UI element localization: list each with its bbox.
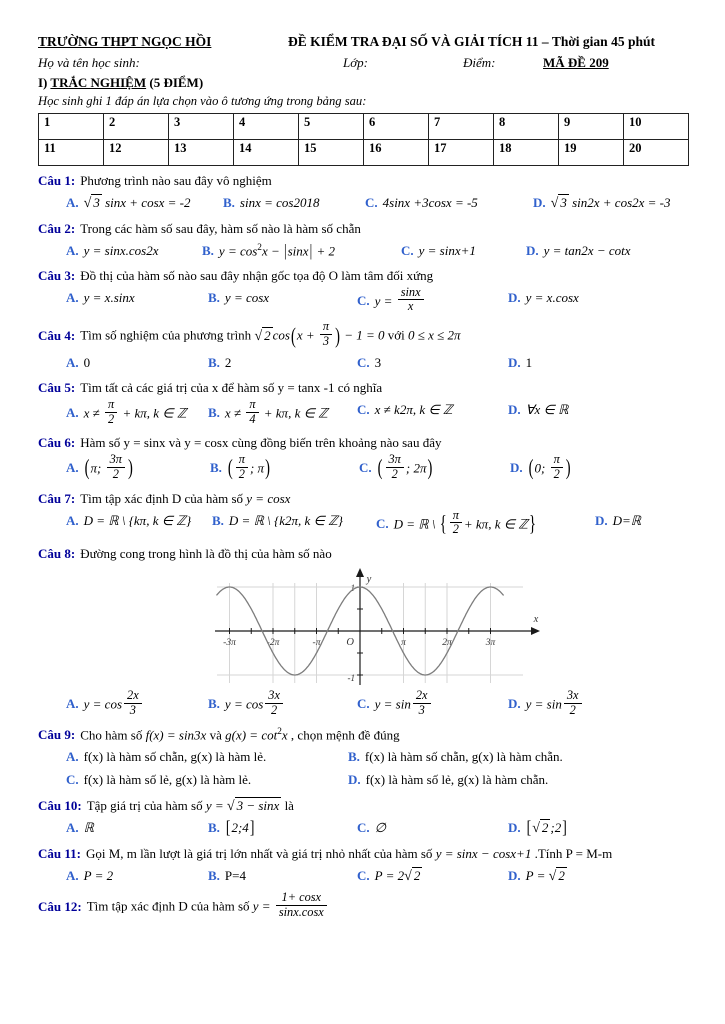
svg-text:1: 1 bbox=[350, 583, 355, 594]
option-letter: A. bbox=[66, 354, 79, 370]
question-text-line: Câu 9: Cho hàm số f(x) = sin3x và $g(x) = \cot^2x$ , chọn mệnh đề đúng bbox=[38, 726, 400, 743]
answer-option: D. [√ 2 ;2] bbox=[508, 817, 567, 838]
question-number: Câu 6: bbox=[38, 435, 76, 451]
answer-option: C. x ≠ k2π, k ∈ ℤ bbox=[357, 401, 453, 417]
question-text-line: Câu 4: Tìm số nghiệm của phương trình √ 2 cos(x + $\frac{\pi}{3}$ ) − 1 = 0 với 0 ≤ x ≤ 2π bbox=[38, 319, 461, 349]
option-letter: A. bbox=[66, 404, 79, 420]
option-letter: D. bbox=[508, 868, 521, 884]
answer-cell: 19 bbox=[559, 140, 624, 166]
answer-option: D. y = x.cosx bbox=[508, 289, 579, 305]
option-letter: A. bbox=[66, 289, 79, 305]
function-graph-svg bbox=[215, 567, 547, 689]
student-info-row bbox=[38, 55, 689, 71]
class-label: Lớp: bbox=[343, 55, 368, 70]
option-letter: D. bbox=[348, 771, 361, 787]
option-letter: D. bbox=[508, 289, 521, 305]
option-letter: C. bbox=[66, 771, 79, 787]
answer-option: C. P = 2√ 2 bbox=[357, 868, 421, 885]
answer-cell: 8 bbox=[494, 114, 559, 140]
options-row bbox=[38, 866, 689, 887]
question bbox=[38, 319, 689, 373]
option-letter: C. bbox=[357, 868, 370, 884]
answer-option: A. y = cos $\frac{2x}{3}$ bbox=[66, 691, 208, 720]
svg-text:π: π bbox=[401, 638, 406, 649]
answer-option: B. P=4 bbox=[208, 868, 246, 884]
answer-option: C. y = sinx+1 bbox=[401, 242, 476, 258]
option-letter: B. bbox=[208, 404, 220, 420]
answer-option: D. P = √ 2 bbox=[508, 868, 565, 885]
section-title bbox=[38, 75, 689, 91]
section-prefix: I) bbox=[38, 75, 51, 90]
answer-cell: 10 bbox=[624, 114, 689, 140]
question-text-line: Câu 7: Tìm tập xác định D của hàm số y = cosx bbox=[38, 490, 291, 506]
option-letter: D. bbox=[595, 512, 608, 528]
answer-option: C. f(x) là hàm số lẻ, g(x) là hàm lẻ. bbox=[66, 771, 252, 787]
question bbox=[38, 845, 689, 887]
option-letter: B. bbox=[212, 512, 224, 528]
section-suffix: (5 ĐIỂM) bbox=[146, 75, 204, 90]
answer-option: A. P = 2 bbox=[66, 868, 114, 884]
fraction: $\frac{3x}{2}$ bbox=[265, 689, 283, 718]
options-row bbox=[38, 284, 689, 317]
square-root: √ 3 bbox=[550, 194, 567, 211]
answer-table bbox=[38, 113, 689, 166]
option-letter: A. bbox=[66, 868, 79, 884]
fraction: $\frac{\pi}{2}$ bbox=[236, 453, 248, 482]
answer-option: D. D=ℝ bbox=[595, 512, 642, 528]
fraction: $\frac{3\pi}{2}$ bbox=[107, 453, 125, 482]
question-number: Câu 12: bbox=[38, 898, 82, 914]
option-letter: C. bbox=[401, 242, 414, 258]
option-letter: B. bbox=[208, 868, 220, 884]
option-letter: A. bbox=[66, 194, 79, 210]
option-letter: B. bbox=[202, 243, 214, 259]
options-row bbox=[38, 747, 689, 790]
answer-option: C. y = sin $\frac{2x}{3}$ bbox=[357, 691, 508, 720]
options-row bbox=[38, 452, 689, 484]
option-letter: A. bbox=[66, 242, 79, 258]
svg-text:y: y bbox=[366, 574, 372, 586]
fraction: $\frac{3\pi}{2}$ bbox=[386, 453, 404, 482]
question-number: Câu 9: bbox=[38, 727, 76, 743]
answer-option: B. ( $\frac{\pi}{2}$ ; π) bbox=[210, 452, 270, 482]
answer-cell: 4 bbox=[234, 114, 299, 140]
answer-option: B. y = cos $\frac{3x}{2}$ bbox=[208, 691, 357, 720]
answer-cell: 12 bbox=[104, 140, 169, 166]
answer-cell: 11 bbox=[39, 140, 104, 166]
answer-option: B. sinx = cos2018 bbox=[223, 194, 320, 210]
square-root: √ 2 bbox=[548, 868, 565, 885]
answer-cell: 9 bbox=[559, 114, 624, 140]
question bbox=[38, 267, 689, 316]
instruction-note: Học sinh ghi 1 đáp án lựa chọn vào ô tương ứng trong bảng sau: bbox=[38, 94, 367, 108]
question bbox=[38, 434, 689, 483]
option-letter: C. bbox=[357, 696, 370, 712]
exam-title: ĐỀ KIỂM TRA ĐẠI SỐ VÀ GIẢI TÍCH 11 – Thời gian 45 phút bbox=[288, 34, 655, 49]
answer-option: B. [2;4] bbox=[208, 817, 255, 838]
fraction: $\frac{\pi}{4}$ bbox=[246, 398, 258, 427]
answer-cell: 15 bbox=[299, 140, 364, 166]
question bbox=[38, 490, 689, 539]
question-text-line: Câu 1: Phương trình nào sau đây vô nghiệm bbox=[38, 173, 272, 188]
option-letter: B. bbox=[208, 354, 220, 370]
question bbox=[38, 796, 689, 839]
question bbox=[38, 890, 689, 922]
fraction: $\frac{2x}{3}$ bbox=[124, 689, 142, 718]
answer-option: C. ( $\frac{3\pi}{2}$ ; 2π) bbox=[359, 452, 433, 482]
question-number: Câu 8: bbox=[38, 546, 76, 562]
answer-option: A. (π; $\frac{3\pi}{2}$ ) bbox=[66, 452, 133, 482]
svg-text:-3π: -3π bbox=[223, 638, 236, 649]
answer-option: B. f(x) là hàm số chẵn, g(x) là hàm chẵn. bbox=[348, 748, 563, 764]
question bbox=[38, 379, 689, 428]
answer-option: D. √ 3 sin2x + cos2x = -3 bbox=[533, 194, 671, 211]
square-root: √ 3 − sinx bbox=[226, 797, 280, 814]
answer-option: D. y = sin $\frac{3x}{2}$ bbox=[508, 691, 689, 720]
school-name: TRƯỜNG THPT NGỌC HỒI bbox=[38, 34, 212, 49]
question-number: Câu 7: bbox=[38, 490, 76, 506]
option-letter: C. bbox=[357, 820, 370, 836]
fraction: $\frac{\pi}{2}$ bbox=[450, 509, 462, 538]
option-letter: D. bbox=[526, 242, 539, 258]
question bbox=[38, 220, 689, 261]
question bbox=[38, 726, 689, 790]
fraction: $\frac{1+ \cos x}{\sin x.\cos x}$ bbox=[276, 891, 327, 920]
options-row bbox=[38, 688, 689, 720]
question-text-line: Câu 8: Đường cong trong hình là đồ thị của hàm số nào bbox=[38, 546, 332, 562]
question-number: Câu 11: bbox=[38, 846, 81, 862]
options-row bbox=[38, 193, 689, 214]
answer-option: C. y = $\frac{\sin x}{x}$ bbox=[357, 288, 508, 317]
questions-list bbox=[38, 172, 689, 922]
section-name: TRẮC NGHIỆM bbox=[50, 75, 147, 90]
question-number: Câu 3: bbox=[38, 267, 76, 283]
options-row bbox=[38, 507, 689, 540]
fraction: $\frac{2x}{3}$ bbox=[413, 689, 431, 718]
answer-option: A. √ 3 sinx + cosx = -2 bbox=[66, 194, 191, 211]
option-letter: D. bbox=[508, 401, 521, 417]
question-number: Câu 1: bbox=[38, 173, 76, 188]
question-text-line: Câu 6: Hàm số y = sinx và y = cosx cùng đồng biến trên khoảng nào sau đây bbox=[38, 435, 442, 451]
answer-cell: 18 bbox=[494, 140, 559, 166]
question-text-line: Câu 5: Tìm tất cả các giá trị của x để hàm số y = tanx -1 có nghĩa bbox=[38, 379, 383, 395]
answer-option: C. 3 bbox=[357, 354, 382, 370]
answer-option: A. ℝ bbox=[66, 820, 94, 836]
option-letter: A. bbox=[66, 512, 79, 528]
option-letter: C. bbox=[365, 194, 378, 210]
option-letter: A. bbox=[66, 748, 79, 764]
answer-cell: 2 bbox=[104, 114, 169, 140]
answer-option: D. f(x) là hàm số lẻ, g(x) là hàm chẵn. bbox=[348, 771, 549, 787]
fraction: $\frac{\sin x}{x}$ bbox=[398, 286, 424, 315]
option-letter: B. bbox=[210, 460, 222, 476]
option-letter: D. bbox=[510, 460, 523, 476]
option-letter: C. bbox=[359, 460, 372, 476]
question-text-line: Câu 10: Tập giá trị của hàm số y = √ 3 − sinx là bbox=[38, 797, 294, 814]
option-letter: B. bbox=[208, 289, 220, 305]
option-letter: D. bbox=[533, 194, 546, 210]
answer-cell: 13 bbox=[169, 140, 234, 166]
option-letter: B. bbox=[208, 820, 220, 836]
question-number: Câu 4: bbox=[38, 327, 76, 343]
question-text-line: Câu 11: Gọi M, m lần lượt là giá trị lớn nhất và giá trị nhỏ nhất của hàm số y = sinx − cosx+1 .Tính P = M-m bbox=[38, 846, 613, 862]
question-text-line: Câu 3: Đồ thị của hàm số nào sau đây nhận gốc tọa độ O làm tâm đối xứng bbox=[38, 267, 434, 283]
answer-option: D. y = tan2x − cotx bbox=[526, 242, 631, 258]
option-letter: C. bbox=[357, 354, 370, 370]
svg-text:2π: 2π bbox=[442, 638, 452, 649]
option-letter: B. bbox=[223, 194, 235, 210]
square-root: √ 2 bbox=[404, 868, 421, 885]
answer-option: A. 0 bbox=[66, 354, 91, 370]
answer-option: B. D = ℝ \ {k2π, k ∈ ℤ} bbox=[212, 512, 343, 528]
answer-cell: 7 bbox=[429, 114, 494, 140]
option-letter: B. bbox=[348, 748, 360, 764]
fraction: $\frac{\pi}{2}$ bbox=[551, 453, 563, 482]
options-row bbox=[38, 353, 689, 373]
options-row bbox=[38, 396, 689, 429]
student-name-label: Họ và tên học sinh: bbox=[38, 55, 140, 70]
svg-text:-π: -π bbox=[312, 638, 321, 649]
figure-graph bbox=[215, 567, 689, 689]
answer-option: B. y = cosx bbox=[208, 289, 270, 305]
score-label: Điểm: bbox=[463, 55, 496, 70]
svg-text:O: O bbox=[346, 637, 354, 649]
option-letter: C. bbox=[357, 401, 370, 417]
answer-option: D. ∀x ∈ ℝ bbox=[508, 401, 569, 417]
answer-option: C. ∅ bbox=[357, 820, 386, 836]
answer-cell: 5 bbox=[299, 114, 364, 140]
fraction: $\frac{3x}{2}$ bbox=[564, 689, 582, 718]
option-letter: D. bbox=[508, 820, 521, 836]
question bbox=[38, 172, 689, 214]
answer-option: A. x ≠ $\frac{\pi}{2}$ + kπ, k ∈ ℤ bbox=[66, 396, 187, 426]
header bbox=[38, 34, 689, 50]
question-number: Câu 10: bbox=[38, 797, 82, 813]
answer-option: D. (0; $\frac{\pi}{2}$ ) bbox=[510, 452, 571, 482]
fraction: $\frac{\pi}{2}$ bbox=[105, 398, 117, 427]
option-letter: A. bbox=[66, 460, 79, 476]
option-letter: C. bbox=[376, 515, 389, 531]
options-row bbox=[38, 818, 689, 839]
exam-code: MÃ ĐỀ 209 bbox=[543, 55, 609, 70]
answer-option: A. y = x.sinx bbox=[66, 289, 135, 305]
answer-cell: 1 bbox=[39, 114, 104, 140]
question-number: Câu 5: bbox=[38, 379, 76, 395]
answer-cell: 14 bbox=[234, 140, 299, 166]
answer-cell: 20 bbox=[624, 140, 689, 166]
answer-cell: 16 bbox=[364, 140, 429, 166]
svg-text:-2π: -2π bbox=[266, 638, 280, 649]
option-letter: D. bbox=[508, 354, 521, 370]
answer-option: D. 1 bbox=[508, 354, 533, 370]
answer-cell: 3 bbox=[169, 114, 234, 140]
fraction: $\frac{\pi}{3}$ bbox=[320, 320, 332, 349]
question-text-line: Câu 12: Tìm tập xác định D của hàm số y = $\frac{1+ \cos x}{\sin x.\cos x}$ bbox=[38, 893, 689, 922]
svg-text:-1: -1 bbox=[347, 673, 355, 684]
square-root: √ 3 bbox=[83, 194, 100, 211]
option-letter: A. bbox=[66, 696, 79, 712]
answer-option: A. y = sinx.cos2x bbox=[66, 242, 159, 258]
question-text-line: Câu 2: Trong các hàm số sau đây, hàm số nào là hàm số chẵn bbox=[38, 220, 361, 236]
question bbox=[38, 545, 689, 719]
square-root: √ 2 bbox=[532, 820, 549, 837]
square-root: √ 2 bbox=[254, 327, 271, 344]
answer-option: C. D = ℝ \ { $\frac{\pi}{2}$ + kπ, k ∈ ℤ} bbox=[376, 507, 536, 537]
answer-cell: 17 bbox=[429, 140, 494, 166]
options-row bbox=[38, 241, 689, 261]
answer-option: C. 4sinx +3cosx = -5 bbox=[365, 194, 478, 210]
answer-option: B. x ≠ $\frac{\pi}{4}$ + kπ, k ∈ ℤ bbox=[208, 396, 328, 426]
answer-cell: 6 bbox=[364, 114, 429, 140]
answer-option: B. 2 bbox=[208, 354, 232, 370]
option-letter: C. bbox=[357, 292, 370, 308]
question-number: Câu 2: bbox=[38, 220, 76, 236]
option-letter: D. bbox=[508, 696, 521, 712]
svg-text:3π: 3π bbox=[485, 638, 496, 649]
answer-option: A. D = ℝ \ {kπ, k ∈ ℤ} bbox=[66, 512, 192, 528]
answer-option: B. $y = \cos^2x - |\sin x| + 2$ bbox=[202, 240, 335, 261]
answer-option: A. f(x) là hàm số chẵn, g(x) là hàm lẻ. bbox=[66, 748, 267, 764]
option-letter: B. bbox=[208, 696, 220, 712]
option-letter: A. bbox=[66, 820, 79, 836]
svg-text:x: x bbox=[533, 614, 539, 626]
